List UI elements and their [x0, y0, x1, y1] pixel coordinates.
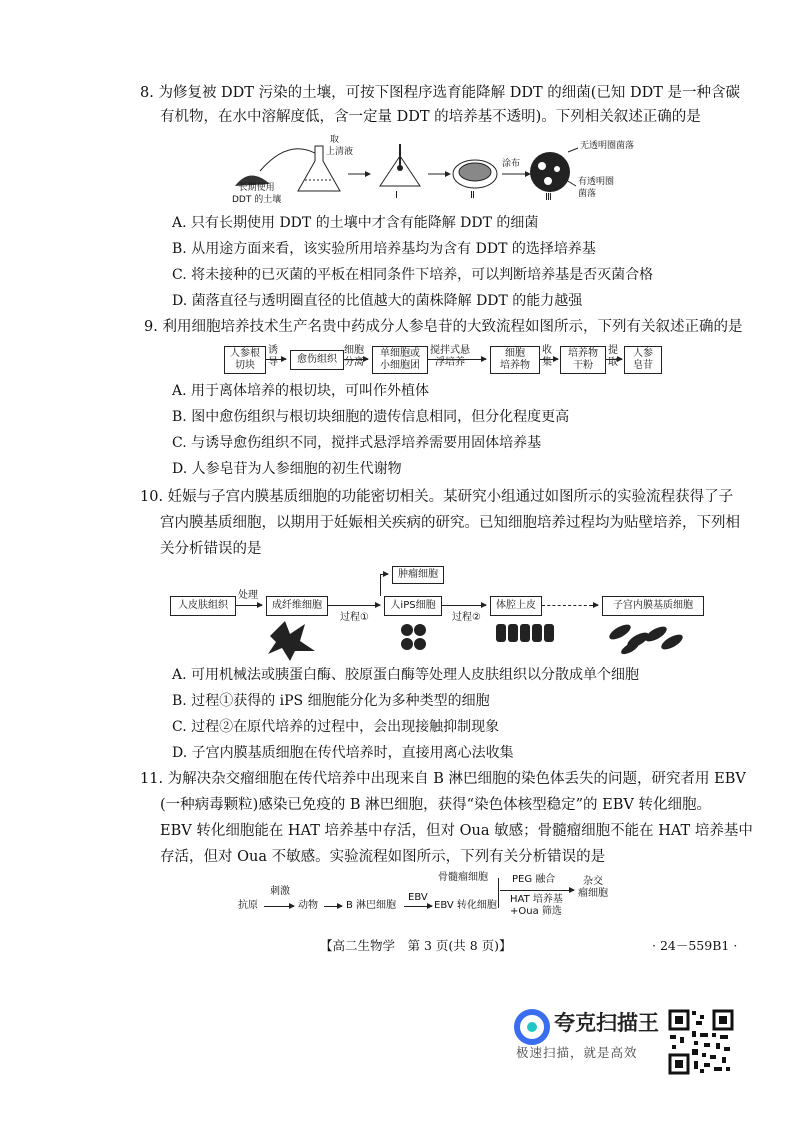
q10-flowchart	[170, 562, 710, 662]
q10-option-b: B. 过程①获得的 iPS 细胞能分化为多种类型的细胞	[172, 693, 490, 709]
q8-option-c: C. 将未接种的已灭菌的平板在相同条件下培养，可以判断培养基是否灭菌合格	[172, 267, 654, 283]
flow-box-endometrial: 子宫内膜基质细胞	[602, 596, 704, 616]
q9-flowchart	[224, 344, 664, 378]
q8-option-b: B. 从用途方面来看，该实验所用培养基均为含有 DDT 的选择培养基	[172, 241, 596, 257]
flow-bcell: B 淋巴细胞	[346, 900, 397, 911]
q11-stem-line4: 存活，但对 Oua 不敏感。实验流程如图所示，下列有关分析错误的是	[160, 849, 606, 865]
epithelium-cell-icon	[496, 624, 554, 642]
flow-box-coelom: 体腔上皮	[490, 596, 542, 616]
flow-box-tumor: 肿瘤细胞	[392, 566, 444, 584]
flow-myeloma: 骨髓瘤细胞	[438, 872, 488, 883]
scanner-watermark	[512, 1005, 742, 1075]
flow-animal: 动物	[298, 900, 318, 911]
flow-label-treat: 处理	[238, 590, 258, 601]
exam-code: · 24－559B1 ·	[652, 938, 738, 953]
q10-option-d: D. 子宫内膜基质细胞在传代培养时，直接用离心法收集	[172, 745, 514, 761]
flow-arrow-extract-label: 提 取	[608, 345, 618, 368]
qr-code-icon	[668, 1009, 734, 1075]
q10-stem-line1: 10. 妊娠与子宫内膜基质细胞的功能密切相关。某研究小组通过如图所示的实验流程获得了子	[140, 489, 734, 505]
step-II-label: Ⅱ	[470, 190, 475, 201]
q10-stem-line3: 关分析错误的是	[160, 541, 262, 557]
flow-ebv-label: EBV	[408, 892, 428, 903]
flow-box-root-cut: 人参根 切块	[224, 346, 266, 374]
spread-label: 涂布	[502, 159, 521, 169]
q8-option-d: D. 菌落直径与透明圈直径的比值越大的菌株降解 DDT 的能力越强	[172, 293, 583, 309]
flow-label-process1: 过程①	[340, 612, 369, 623]
q9-option-a: A. 用于离体培养的根切块，可叫作外植体	[172, 383, 430, 399]
flow-box-callus: 愈伤组织	[290, 350, 344, 370]
flow-arrow-induce-label: 诱 导	[268, 345, 278, 368]
q11-stem-line1: 11. 为解决杂交瘤细胞在传代培养中出现来自 B 淋巴细胞的染色体丢失的问题，研究者用 EBV	[140, 771, 746, 787]
q9-option-c: C. 与诱导愈伤组织不同，搅拌式悬浮培养需要用固体培养基	[172, 435, 542, 451]
watermark-brand: 夸克扫描王	[554, 1011, 659, 1035]
fibroblast-cell-icon	[268, 621, 315, 661]
q10-option-a: A. 可用机械法或胰蛋白酶、胶原蛋白酶等处理人皮肤组织以分散成单个细胞	[172, 667, 640, 683]
flow-box-skin: 人皮肤组织	[170, 596, 236, 616]
flow-hybrid: 杂交 瘤细胞	[578, 876, 608, 899]
q11-stem-line3: EBV 转化细胞能在 HAT 培养基中存活，但对 Oua 敏感；骨髓瘤细胞不能在 HAT 培养基中	[160, 823, 753, 839]
flow-antigen: 抗原	[238, 900, 258, 911]
halo-label: 有透明圈 菌落	[578, 177, 615, 199]
flow-ebv-cell: EBV 转化细胞	[434, 900, 497, 911]
q11-stem-line2: (一种病毒颗粒)感染已免疫的 B 淋巴细胞，获得“染色体核型稳定”的 EBV 转化细胞。	[160, 797, 711, 813]
culture-plate-icon	[530, 152, 570, 192]
flow-arrow-collect-label: 收 集	[542, 345, 552, 368]
page-footer: 【高二生物学 第 3 页(共 8 页)】	[320, 938, 512, 953]
soil-label: 长期使用 DDT 的土壤	[232, 183, 282, 205]
q9-stem-line1: 9. 利用细胞培养技术生产名贵中药成分人参皂苷的大致流程如图所示，下列有关叙述正确的是	[144, 319, 743, 335]
flow-box-ginsenoside: 人参 皂苷	[624, 346, 662, 374]
flow-label-process2: 过程②	[452, 612, 481, 623]
flow-hat-label: HAT 培养基	[510, 894, 563, 905]
flow-box-single-cell: 单细胞或 小细胞团	[372, 346, 428, 374]
flow-box-fibroblast: 成纤维细胞	[266, 596, 328, 616]
no-halo-label: 无透明圈菌落	[580, 141, 635, 151]
flow-stimulate-label: 刺激	[270, 886, 290, 897]
q8-option-a: A. 只有长期使用 DDT 的土壤中才含有能降解 DDT 的细菌	[172, 215, 539, 231]
q8-stem-line1: 8. 为修复被 DDT 污染的土壤，可按下图程序选育能降解 DDT 的细菌(已知 DDT 是一种含碳	[140, 85, 741, 101]
q9-option-d: D. 人参皂苷为人参细胞的初生代谢物	[172, 461, 402, 477]
supernatant-label: 上清液	[326, 147, 354, 157]
ips-cell-icon	[401, 624, 413, 636]
flow-peg-label: PEG 融合	[512, 874, 556, 885]
q8-stem-line2: 有机物，在水中溶解度低，含一定量 DDT 的培养基不透明)。下列相关叙述正确的是	[160, 109, 701, 125]
q9-option-b: B. 图中愈伤组织与根切块细胞的遗传信息相同，但分化程度更高	[172, 409, 570, 425]
q8-figure	[230, 136, 650, 206]
step-I-label: Ⅰ	[395, 190, 398, 201]
flow-box-culture: 细胞 培养物	[490, 346, 540, 374]
flow-box-ips: 人iPS细胞	[384, 596, 442, 616]
flow-box-powder: 培养物 干粉	[560, 346, 606, 374]
q10-stem-line2: 宫内膜基质细胞，以期用于妊娠相关疾病的研究。已知细胞培养过程均为贴壁培养，下列相	[160, 515, 740, 531]
endometrial-cell-icon	[607, 622, 685, 657]
step-III-label: Ⅲ	[545, 192, 552, 203]
flow-oua-label: +Oua 筛选	[510, 906, 562, 917]
flow-arrow-separate-label: 细胞 分离	[344, 345, 364, 368]
cell-illustrations	[260, 616, 700, 662]
quark-logo-icon	[514, 1009, 550, 1045]
watermark-slogan: 极速扫描，就是高效	[516, 1045, 638, 1060]
q11-flowchart	[238, 870, 658, 920]
flow-arrow-suspension-label: 搅拌式悬 浮培养	[430, 345, 470, 368]
take-label: 取	[330, 135, 340, 145]
q10-option-c: C. 过程②在原代培养的过程中，会出现接触抑制现象	[172, 719, 500, 735]
